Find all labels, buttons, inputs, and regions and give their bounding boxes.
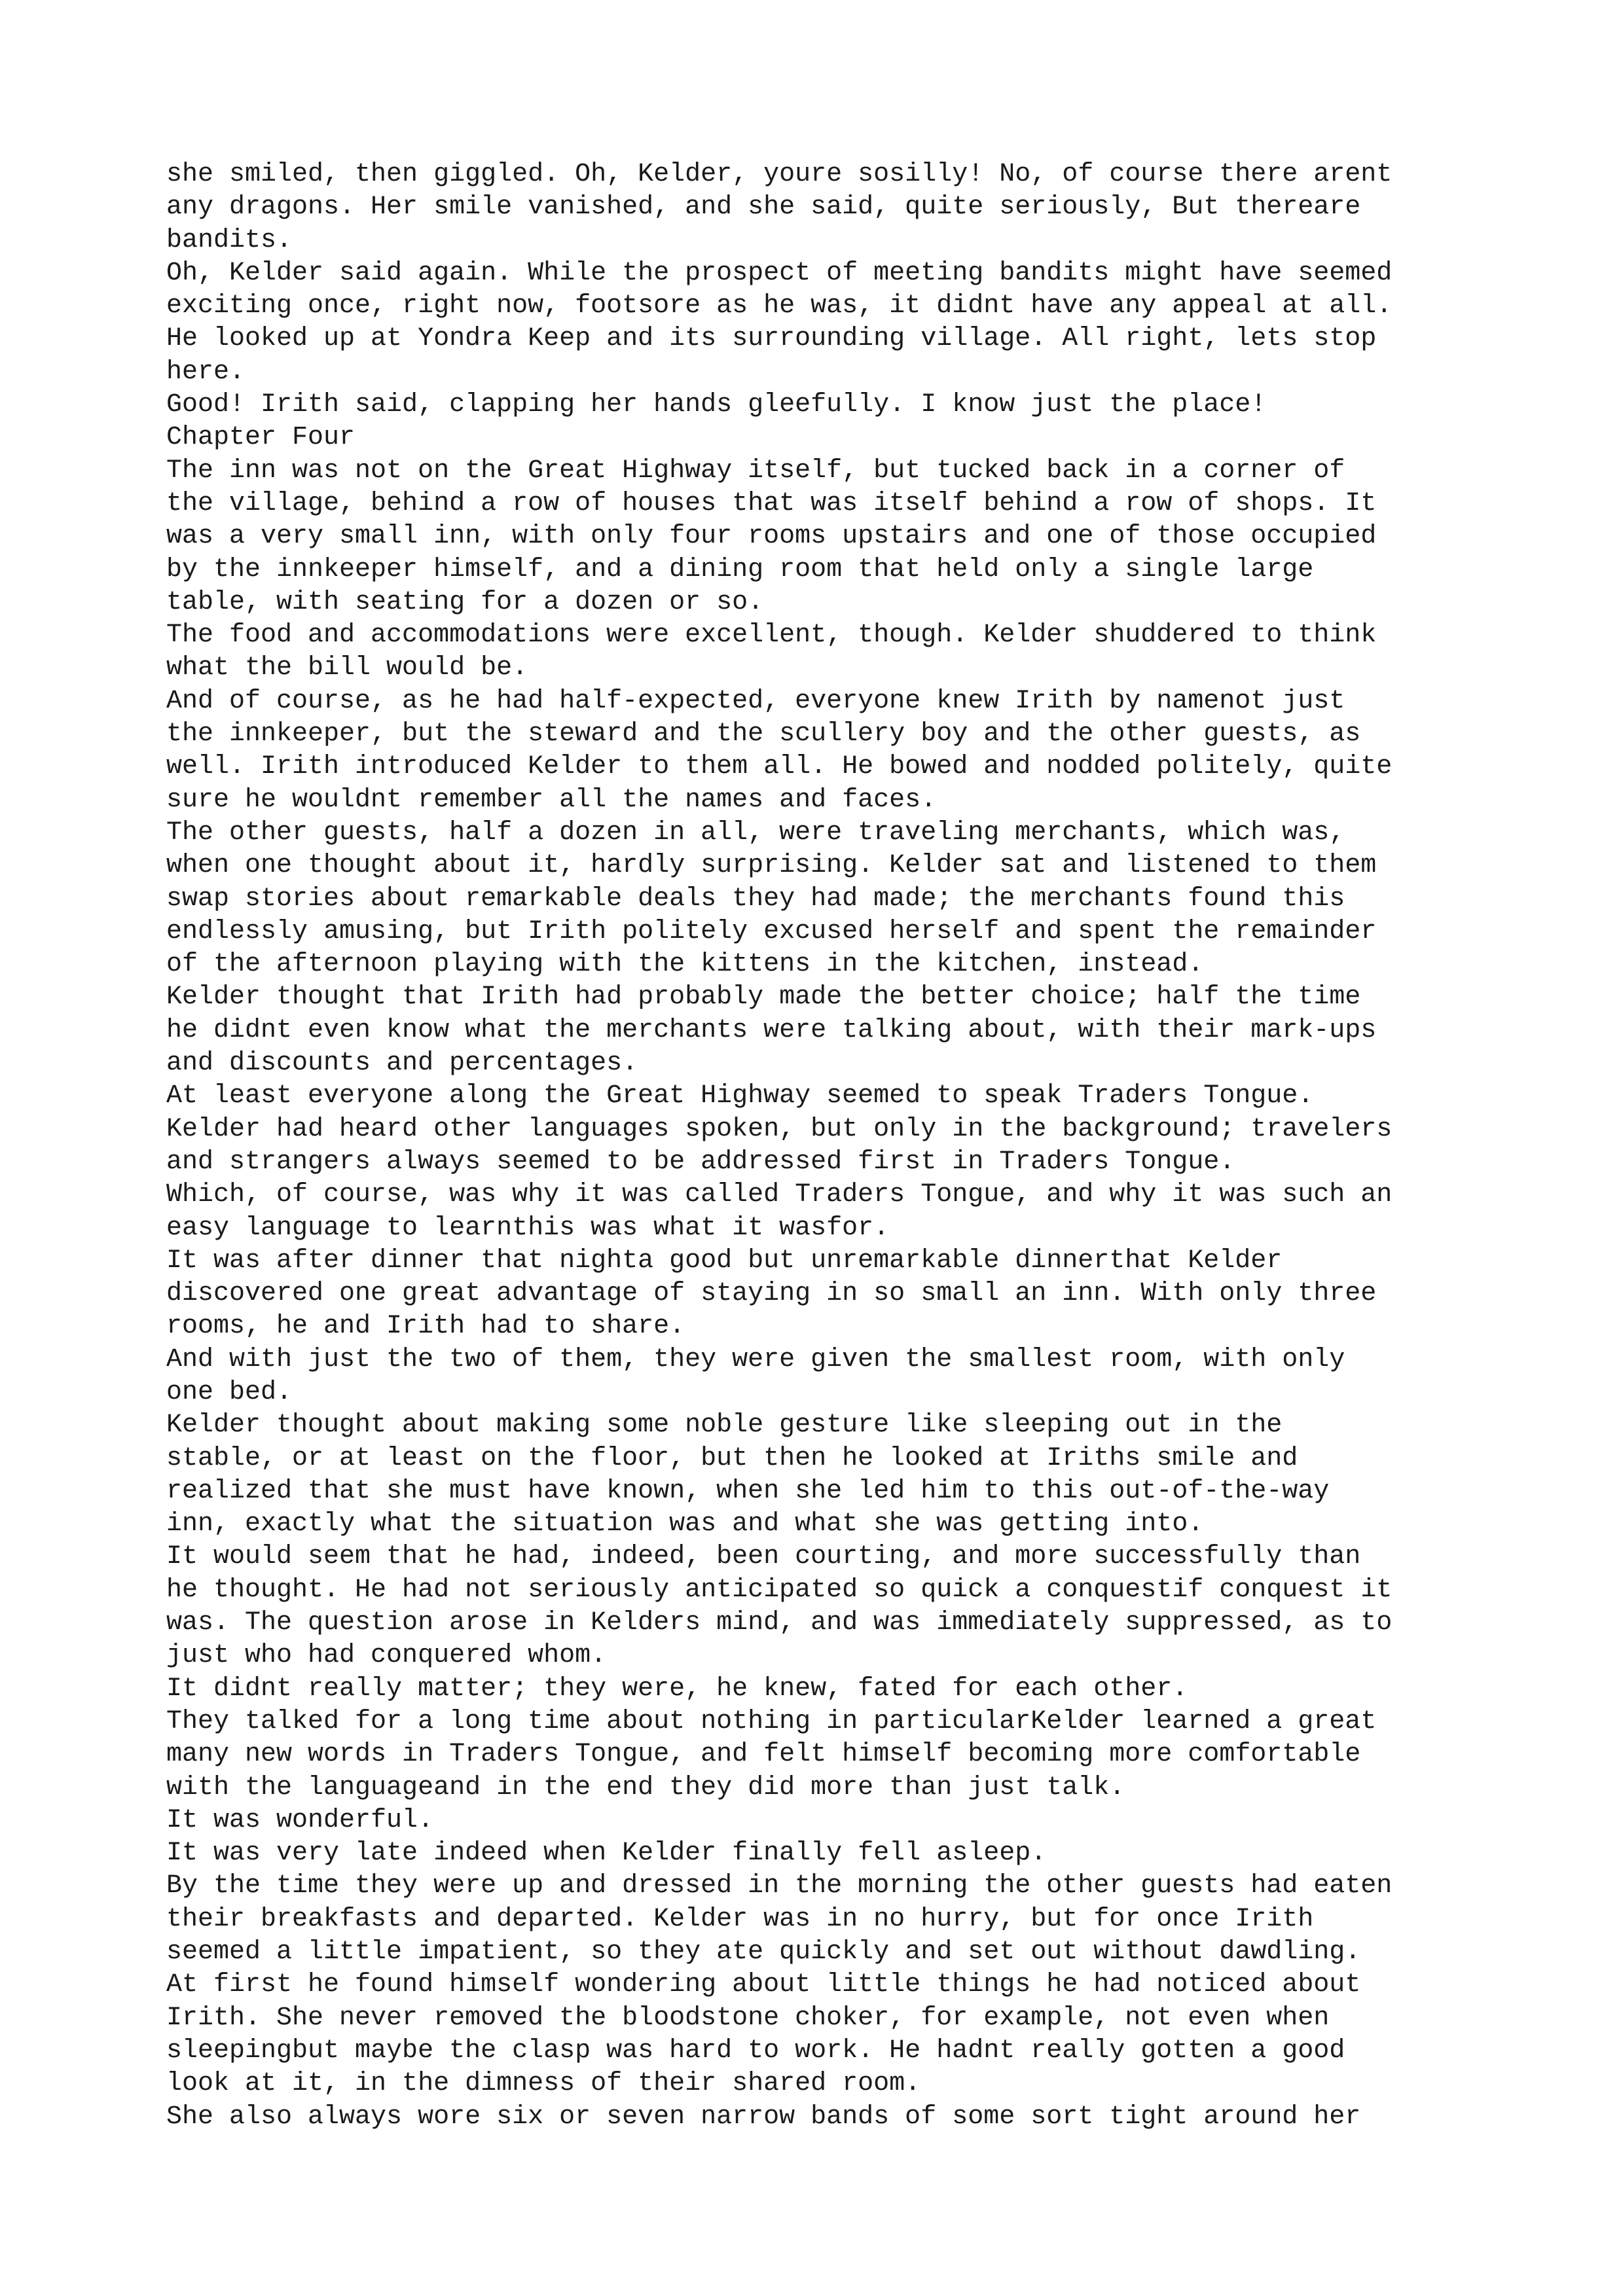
- text-line: It was after dinner that nighta good but unremarkable dinnerthat Kelder: [166, 1246, 1283, 1276]
- text-line: rooms, he and Irith had to share.: [166, 1312, 685, 1342]
- text-line: with the languageand in the end they did more than just talk.: [166, 1772, 1125, 1803]
- text-line: just who had conquered whom.: [166, 1641, 607, 1671]
- text-line: look at it, in the dimness of their shared room.: [166, 2069, 921, 2099]
- text-line: he didnt even know what the merchants were talking about, with their mark-ups: [166, 1015, 1377, 1045]
- text-line: And of course, as he had half-expected, everyone knew Irith by namenot just: [166, 686, 1345, 716]
- text-line: well. Irith introduced Kelder to them all. He bowed and nodded politely, quite: [166, 752, 1393, 782]
- text-line: realized that she must have known, when she led him to this out-of-the-way: [166, 1476, 1330, 1506]
- text-line: their breakfasts and departed. Kelder was in no hurry, but for once Irith: [166, 1904, 1314, 1934]
- text-line: easy language to learnthis was what it wasfor.: [166, 1213, 890, 1243]
- text-line: by the innkeeper himself, and a dining room that held only a single large: [166, 554, 1314, 584]
- text-line: the village, behind a row of houses that was itself behind a row of shops. It: [166, 488, 1377, 518]
- text-line: stable, or at least on the floor, but then he looked at Iriths smile and: [166, 1443, 1298, 1473]
- text-line: Which, of course, was why it was called Traders Tongue, and why it was such an: [166, 1180, 1393, 1210]
- text-line: and discounts and percentages.: [166, 1049, 638, 1079]
- text-line: By the time they were up and dressed in the morning the other guests had eaten: [166, 1871, 1393, 1901]
- text-line: Kelder had heard other languages spoken, but only in the background; travelers: [166, 1114, 1393, 1144]
- text-line: They talked for a long time about nothing in particularKelder learned a great: [166, 1706, 1377, 1736]
- text-line: sleepingbut maybe the clasp was hard to work. He hadnt really gotten a good: [166, 2036, 1345, 2066]
- text-line: of the afternoon playing with the kittens in the kitchen, instead.: [166, 950, 1204, 980]
- text-line: swap stories about remarkable deals they had made; the merchants found this: [166, 884, 1345, 914]
- text-line: He looked up at Yondra Keep and its surrounding village. All right, lets stop: [166, 324, 1377, 354]
- text-line: At least everyone along the Great Highway seemed to speak Traders Tongue.: [166, 1081, 1314, 1111]
- text-line: At first he found himself wondering about little things he had noticed about: [166, 1970, 1361, 2000]
- text-line: Good! Irith said, clapping her hands gleefully. I know just the place!: [166, 390, 1267, 420]
- text-line: was. The question arose in Kelders mind, and was immediately suppressed, as to: [166, 1608, 1393, 1638]
- text-line: She also always wore six or seven narrow bands of some sort tight around her: [166, 2102, 1361, 2132]
- text-line: discovered one great advantage of staying in so small an inn. With only three: [166, 1279, 1377, 1309]
- text-line: It didnt really matter; they were, he knew, fated for each other.: [166, 1674, 1188, 1704]
- text-line: one bed.: [166, 1377, 293, 1407]
- page-text-body: [166, 158, 1476, 2134]
- text-line: here.: [166, 357, 246, 387]
- text-line: The other guests, half a dozen in all, were traveling merchants, which was,: [166, 817, 1345, 848]
- text-line: It would seem that he had, indeed, been courting, and more successfully than: [166, 1542, 1361, 1572]
- text-line: he thought. He had not seriously anticipated so quick a conquestif conquest it: [166, 1575, 1393, 1605]
- text-line: And with just the two of them, they were given the smallest room, with only: [166, 1344, 1345, 1374]
- text-line: when one thought about it, hardly surprising. Kelder sat and listened to them: [166, 851, 1377, 881]
- text-line: It was very late indeed when Kelder finally fell asleep.: [166, 1839, 1047, 1869]
- text-line: bandits.: [166, 225, 293, 255]
- text-line: exciting once, right now, footsore as he was, it didnt have any appeal at all.: [166, 291, 1393, 321]
- text-line: table, with seating for a dozen or so.: [166, 587, 764, 617]
- text-line: Oh, Kelder said again. While the prospect of meeting bandits might have seemed: [166, 258, 1393, 288]
- text-line: It was wonderful.: [166, 1805, 434, 1835]
- text-line: and strangers always seemed to be addressed first in Traders Tongue.: [166, 1147, 1235, 1177]
- text-line: seemed a little impatient, so they ate quickly and set out without dawdling.: [166, 1937, 1361, 1967]
- text-line: she smiled, then giggled. Oh, Kelder, youre sosilly! No, of course there arent: [166, 160, 1393, 189]
- text-line: what the bill would be.: [166, 653, 528, 683]
- text-line: inn, exactly what the situation was and what she was getting into.: [166, 1509, 1204, 1539]
- text-line: was a very small inn, with only four rooms upstairs and one of those occupied: [166, 522, 1377, 552]
- text-line: many new words in Traders Tongue, and felt himself becoming more comfortable: [166, 1740, 1361, 1770]
- text-line: Irith. She never removed the bloodstone choker, for example, not even when: [166, 2003, 1330, 2033]
- text-line: sure he wouldnt remember all the names and faces.: [166, 785, 937, 815]
- text-line: Kelder thought that Irith had probably made the better choice; half the time: [166, 982, 1361, 1013]
- text-line: The inn was not on the Great Highway itself, but tucked back in a corner of: [166, 456, 1345, 486]
- chapter-heading: Chapter Four: [166, 423, 356, 453]
- text-line: Kelder thought about making some noble gesture like sleeping out in the: [166, 1410, 1283, 1441]
- text-line: The food and accommodations were excellent, though. Kelder shuddered to think: [166, 620, 1377, 651]
- text-line: the innkeeper, but the steward and the scullery boy and the other guests, as: [166, 719, 1361, 749]
- text-line: endlessly amusing, but Irith politely excused herself and spent the remainder: [166, 916, 1377, 946]
- text-line: any dragons. Her smile vanished, and she said, quite seriously, But thereare: [166, 192, 1361, 223]
